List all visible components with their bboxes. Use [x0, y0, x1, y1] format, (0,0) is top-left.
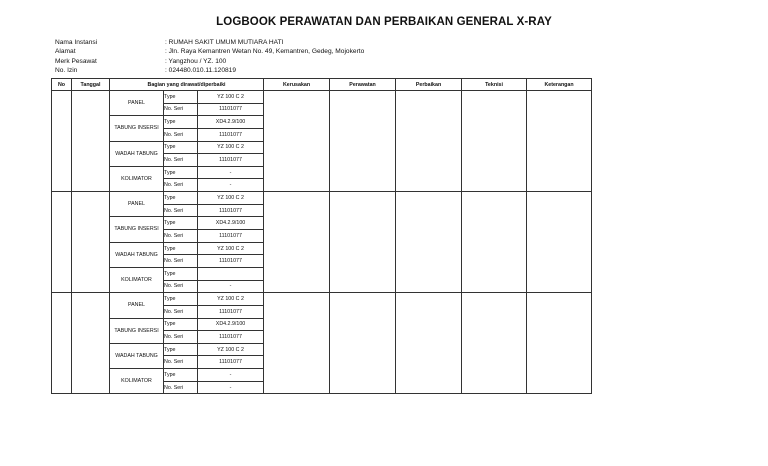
serial-label-cell: No. Seri: [164, 280, 198, 293]
serial-value-cell: -: [198, 381, 264, 394]
perawatan-cell[interactable]: [330, 293, 396, 394]
type-value-cell: -: [198, 369, 264, 382]
part-name-cell: WADAH TABUNG: [110, 343, 164, 368]
part-name-cell: KOLIMATOR: [110, 369, 164, 394]
serial-label-cell: No. Seri: [164, 381, 198, 394]
kerusakan-cell[interactable]: [264, 91, 330, 192]
part-name-cell: TABUNG INSERSI: [110, 116, 164, 141]
type-value-cell: YZ 100 C 2: [198, 192, 264, 205]
serial-value-cell: 11101077: [198, 204, 264, 217]
type-value-cell: [198, 267, 264, 280]
type-label-cell: Type: [164, 242, 198, 255]
serial-value-cell: 11101077: [198, 305, 264, 318]
header-teknisi: Teknisi: [462, 79, 527, 91]
type-value-cell: YZ 100 C 2: [198, 293, 264, 306]
keterangan-cell[interactable]: [527, 91, 592, 192]
part-name-cell: KOLIMATOR: [110, 166, 164, 191]
type-label-cell: Type: [164, 166, 198, 179]
serial-value-cell: -: [198, 179, 264, 192]
serial-label-cell: No. Seri: [164, 179, 198, 192]
serial-label-cell: No. Seri: [164, 103, 198, 116]
teknisi-cell[interactable]: [462, 91, 527, 192]
type-label-cell: Type: [164, 267, 198, 280]
serial-label-cell: No. Seri: [164, 331, 198, 344]
perbaikan-cell[interactable]: [396, 192, 462, 293]
serial-value-cell: 11101077: [198, 103, 264, 116]
header-perbaikan: Perbaikan: [396, 79, 462, 91]
type-value-cell: YZ 100 C 2: [198, 91, 264, 104]
serial-label-cell: No. Seri: [164, 204, 198, 217]
tanggal-cell[interactable]: [72, 293, 110, 394]
part-name-cell: PANEL: [110, 293, 164, 318]
logbook-table: [51, 78, 592, 394]
serial-value-cell: 11101077: [198, 356, 264, 369]
type-label-cell: Type: [164, 91, 198, 104]
header-no: No: [52, 79, 72, 91]
part-name-cell: TABUNG INSERSI: [110, 217, 164, 242]
kerusakan-cell[interactable]: [264, 293, 330, 394]
document-title: LOGBOOK PERAWATAN DAN PERBAIKAN GENERAL X-RAY: [216, 16, 552, 28]
type-value-cell: YZ 100 C 2: [198, 343, 264, 356]
serial-value-cell: 11101077: [198, 230, 264, 243]
info-row-alamat: [55, 47, 364, 56]
serial-value-cell: 11101077: [198, 154, 264, 167]
table-row: [52, 192, 592, 205]
serial-label-cell: No. Seri: [164, 255, 198, 268]
serial-value-cell: -: [198, 280, 264, 293]
header-tanggal: Tanggal: [72, 79, 110, 91]
type-label-cell: Type: [164, 141, 198, 154]
part-name-cell: WADAH TABUNG: [110, 242, 164, 267]
info-label: No. Izin: [55, 67, 78, 75]
type-label-cell: Type: [164, 318, 198, 331]
serial-label-cell: No. Seri: [164, 305, 198, 318]
no-cell[interactable]: [52, 293, 72, 394]
info-value: : Jln. Raya Kemantren Wetan No. 49, Kemantren, Gedeg, Mojokerto: [165, 48, 365, 56]
perbaikan-cell[interactable]: [396, 91, 462, 192]
info-value: : Yangzhou / YZ. 100: [165, 57, 227, 65]
part-name-cell: WADAH TABUNG: [110, 141, 164, 166]
header-kerusakan: Kerusakan: [264, 79, 330, 91]
info-label: Merk Pesawat: [55, 57, 97, 65]
type-label-cell: Type: [164, 192, 198, 205]
type-value-cell: YZ 100 C 2: [198, 242, 264, 255]
header-perawatan: Perawatan: [330, 79, 396, 91]
no-cell[interactable]: [52, 192, 72, 293]
keterangan-cell[interactable]: [527, 192, 592, 293]
perawatan-cell[interactable]: [330, 91, 396, 192]
type-value-cell: XD4.2.9/100: [198, 116, 264, 129]
type-label-cell: Type: [164, 343, 198, 356]
tanggal-cell[interactable]: [72, 192, 110, 293]
part-name-cell: PANEL: [110, 192, 164, 217]
serial-value-cell: 11101077: [198, 128, 264, 141]
perawatan-cell[interactable]: [330, 192, 396, 293]
type-value-cell: -: [198, 166, 264, 179]
type-label-cell: Type: [164, 369, 198, 382]
serial-label-cell: No. Seri: [164, 356, 198, 369]
serial-label-cell: No. Seri: [164, 230, 198, 243]
table-row: [52, 293, 592, 306]
info-label: Alamat: [55, 48, 76, 56]
info-row-instansi: [55, 38, 364, 47]
perbaikan-cell[interactable]: [396, 293, 462, 394]
info-row-merk: [55, 57, 364, 66]
teknisi-cell[interactable]: [462, 293, 527, 394]
type-label-cell: Type: [164, 293, 198, 306]
info-row-izin: [55, 66, 364, 75]
part-name-cell: PANEL: [110, 91, 164, 116]
part-name-cell: TABUNG INSERSI: [110, 318, 164, 343]
header-keterangan: Keterangan: [527, 79, 592, 91]
info-value: : RUMAH SAKIT UMUM MUTIARA HATI: [165, 39, 284, 46]
info-label: Nama Instansi: [55, 39, 98, 46]
facility-info: [55, 38, 364, 76]
type-label-cell: Type: [164, 217, 198, 230]
part-name-cell: KOLIMATOR: [110, 267, 164, 292]
serial-value-cell: 11101077: [198, 255, 264, 268]
teknisi-cell[interactable]: [462, 192, 527, 293]
serial-value-cell: 11101077: [198, 331, 264, 344]
table-body: [52, 91, 592, 394]
type-value-cell: XD4.2.9/100: [198, 318, 264, 331]
serial-label-cell: No. Seri: [164, 154, 198, 167]
type-value-cell: XD4.2.9/100: [198, 217, 264, 230]
table-header-row: [52, 79, 592, 91]
table-row: [52, 91, 592, 104]
header-bagian: Bagian yang dirawat/diperbaiki: [110, 79, 264, 91]
info-value: : 024480.010.11.120819: [165, 67, 237, 75]
type-label-cell: Type: [164, 116, 198, 129]
kerusakan-cell[interactable]: [264, 192, 330, 293]
type-value-cell: YZ 100 C 2: [198, 141, 264, 154]
no-cell[interactable]: [52, 91, 72, 192]
serial-label-cell: No. Seri: [164, 128, 198, 141]
tanggal-cell[interactable]: [72, 91, 110, 192]
keterangan-cell[interactable]: [527, 293, 592, 394]
